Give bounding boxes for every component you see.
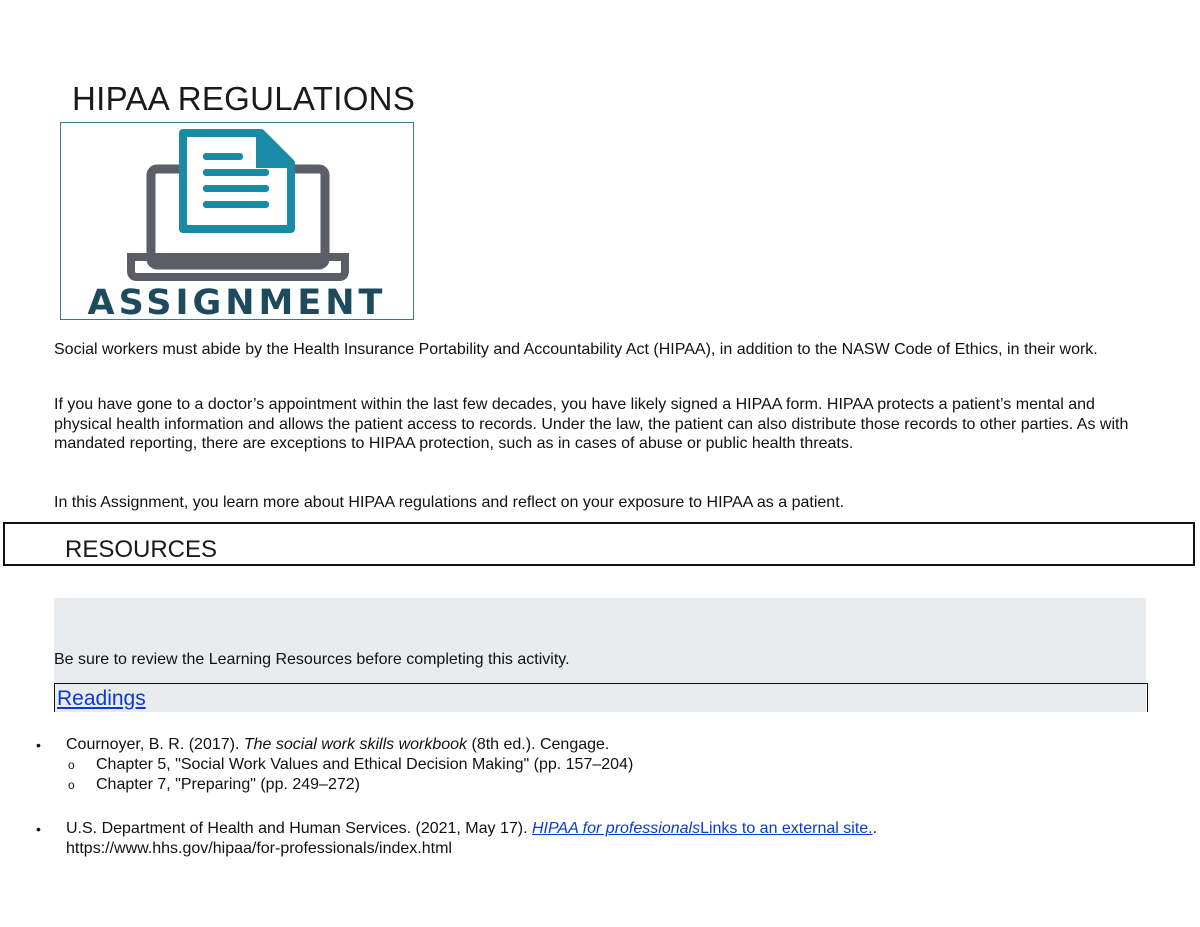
page-title: HIPAA REGULATIONS <box>72 80 416 117</box>
sub-bullet-icon: o <box>68 758 75 772</box>
citation-author: U.S. Department of Health and Human Services. (2021, May 17). <box>66 820 532 837</box>
list-subitem <box>36 755 1156 775</box>
document-sheet <box>183 133 291 229</box>
bullet-icon: • <box>36 821 41 837</box>
chapter-text: Chapter 5, "Social Work Values and Ethical Decision Making" (pp. 157–204) <box>96 756 634 773</box>
intro-paragraph: Social workers must abide by the Health Insurance Portability and Accountability Act (HIPAA), in addition to the NASW Code of Ethics, in their work. <box>54 341 1098 358</box>
banner-label: ASSIGNMENT <box>87 283 387 323</box>
list-item <box>36 735 1156 755</box>
chapter-text: Chapter 7, "Preparing" (pp. 249–272) <box>96 776 360 793</box>
readings-link[interactable]: Readings <box>57 687 146 710</box>
citation-publisher: (8th ed.). Cengage. <box>467 736 610 753</box>
resources-header <box>3 522 1195 566</box>
review-note: Be sure to review the Learning Resources before completing this activity. <box>54 651 570 668</box>
assignment-banner <box>60 122 414 323</box>
citation-period: . <box>872 820 878 837</box>
document-line <box>203 201 269 208</box>
readings-list <box>36 735 1156 795</box>
external-link-note: Links to an external site. <box>700 820 873 837</box>
hipaa-professionals-link[interactable] <box>532 820 873 837</box>
bullet-icon: • <box>36 737 41 753</box>
readings-bar <box>54 683 1148 712</box>
sub-bullet-icon: o <box>68 778 75 792</box>
list-subitem <box>36 775 1156 795</box>
resources-heading: RESOURCES <box>65 536 218 563</box>
citation-title: The social work skills workbook <box>243 736 468 753</box>
document-line <box>203 185 269 192</box>
readings-list-2 <box>36 819 1156 859</box>
assignment-paragraph: In this Assignment, you learn more about HIPAA regulations and reflect on your exposure to HIPAA as a patient. <box>54 494 845 511</box>
citation-url: https://www.hhs.gov/hipaa/for-professionals/index.html <box>66 840 452 857</box>
link-title: HIPAA for professionals <box>532 820 701 837</box>
citation-author: Cournoyer, B. R. (2017). <box>66 736 244 753</box>
document-line <box>203 153 243 160</box>
list-item <box>36 819 1156 859</box>
body-paragraph: If you have gone to a doctor’s appointment within the last few decades, you have likely signed a HIPAA form. HIPAA protects a patient’s mental and physical health information and allows the patient access to records. Under the law, the patient can also distribute those records to other parties. As with mandated reporting, there are exceptions to HIPAA protection, such as in cases of abuse or public health threats. <box>54 396 1129 452</box>
document-line <box>203 169 269 176</box>
